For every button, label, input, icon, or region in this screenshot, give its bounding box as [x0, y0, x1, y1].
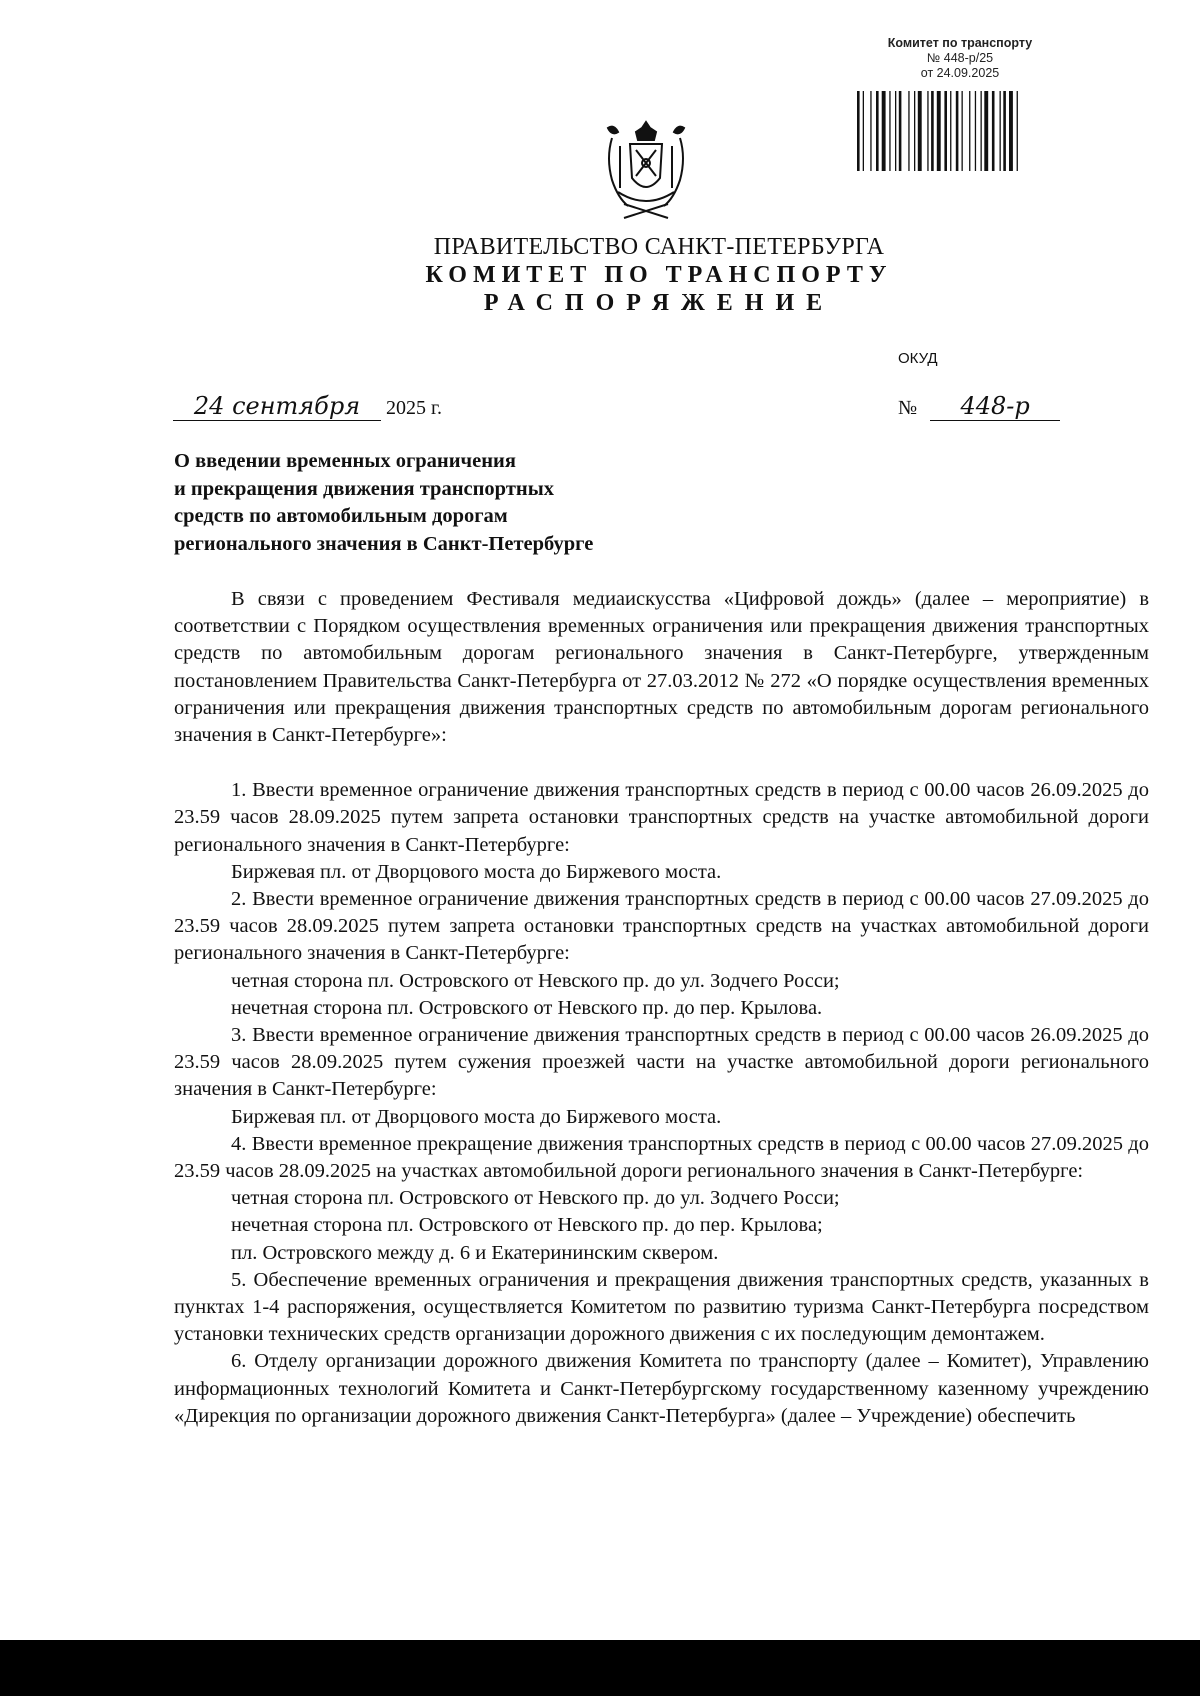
- barcode-bar: [876, 91, 879, 171]
- government-heading: ПРАВИТЕЛЬСТВО САНКТ-ПЕТЕРБУРГА: [433, 234, 885, 260]
- item-3-location: Биржевая пл. от Дворцового моста до Биржевого моста.: [231, 1105, 722, 1128]
- barcode-bar: [895, 91, 896, 171]
- barcode-bar: [889, 91, 890, 171]
- item-1: 1. Ввести временное ограничение движения транспортных средств в период с 00.00 часов 26.09.2025 до 23.59 часов 28.09.2025 путем запрета остановки транспортных средств на участке автомобильной дороги регионального значения в Санкт-Петербурге:: [174, 779, 1149, 856]
- item-4: 4. Ввести временное прекращение движения транспортных средств в период с 00.00 часов 27.09.2025 до 23.59 часов 28.09.2025 на участках автомобильной дороги регионального значения в Санкт-Петербурге:: [174, 1132, 1149, 1183]
- item-2-location: четная сторона пл. Островского от Невского пр. до ул. Зодчего Росси;: [231, 969, 840, 992]
- document-number: [898, 392, 1060, 421]
- coat-of-arms-emblem: [598, 118, 694, 224]
- handwritten-date: 24 сентября: [173, 392, 381, 421]
- item-2-location: нечетная сторона пл. Островского от Невского пр. до пер. Крылова.: [231, 996, 823, 1019]
- item-4-location: нечетная сторона пл. Островского от Невского пр. до пер. Крылова;: [231, 1214, 823, 1237]
- item-2: 2. Ввести временное ограничение движения транспортных средств в период с 00.00 часов 27.09.2025 до 23.59 часов 28.09.2025 путем запрета остановки транспортных средств на участках автомобильной дороги регионального значения в Санкт-Петербурге:: [174, 888, 1149, 965]
- barcode-bar: [984, 91, 988, 171]
- barcode-bar: [918, 91, 922, 171]
- item-6: 6. Отделу организации дорожного движения Комитета по транспорту (далее – Комитет), Управлению информационных технологий Комитета и Санкт-Петербургскому государственному казенному учреждению «Дирекция по организации дорожного движения Санкт-Петербурга» (далее – Учреждение) обеспечить: [174, 1350, 1149, 1427]
- okud-label: ОКУД: [898, 350, 938, 367]
- title-line: регионального значения в Санкт-Петербурге: [174, 532, 594, 555]
- barcode: [855, 91, 1061, 171]
- barcode-bar: [1009, 91, 1013, 171]
- barcode-bar: [931, 91, 934, 171]
- stamp-date: от 24.09.2025: [920, 66, 1000, 80]
- barcode-bar: [937, 91, 941, 171]
- document-body: [174, 586, 1149, 1430]
- barcode-bar: [1000, 91, 1001, 171]
- registration-stamp: [855, 36, 1065, 81]
- barcode-bar: [882, 91, 886, 171]
- stamp-organization: Комитет по транспорту: [887, 36, 1033, 50]
- stamp-number: № 448-р/25: [926, 51, 994, 65]
- barcode-bar: [927, 91, 928, 171]
- barcode-bar: [857, 91, 860, 171]
- barcode-bar: [950, 91, 951, 171]
- item-4-location: пл. Островского между д. 6 и Екатерининским сквером.: [231, 1241, 719, 1264]
- barcode-bar: [962, 91, 963, 171]
- scan-bottom-border: [0, 1640, 1200, 1696]
- barcode-bar: [870, 91, 871, 171]
- barcode-bar: [969, 91, 970, 171]
- preamble-paragraph: В связи с проведением Фестиваля медиаискусства «Цифровой дождь» (далее – мероприятие) в соответствии с Порядком осуществления временных ограничения или прекращения движения транспортных средств по автомобильным дорогам регионального значения в Санкт-Петербурге, утвержденным постановлением Правительства Санкт-Петербурга от 27.03.2012 № 272 «О порядке осуществления временных ограничения или прекращения движения транспортных средств по автомобильным дорогам регионального значения в Санкт-Петербурге»:: [174, 588, 1149, 747]
- title-line: и прекращения движения транспортных: [174, 477, 554, 500]
- barcode-bar: [956, 91, 959, 171]
- item-3: 3. Ввести временное ограничение движения транспортных средств в период с 00.00 часов 26.09.2025 до 23.59 часов 28.09.2025 путем сужения проезжей части на участке автомобильной дороги регионального значения в Санкт-Петербурге:: [174, 1024, 1149, 1101]
- barcode-bar: [914, 91, 915, 171]
- barcode-bar: [1003, 91, 1006, 171]
- barcode-bar: [944, 91, 947, 171]
- barcode-bar: [899, 91, 902, 171]
- date-year: 2025 г.: [386, 397, 442, 419]
- number-prefix: №: [898, 397, 918, 419]
- barcode-bar: [863, 91, 864, 171]
- title-line: средств по автомобильным дорогам: [174, 505, 508, 527]
- item-5: 5. Обеспечение временных ограничения и прекращения движения транспортных средств, указанных в пунктах 1-4 распоряжения, осуществляется Комитетом по развитию туризма Санкт-Петербурга посредством установки технических средств организации дорожного движения с их последующим демонтажем.: [174, 1268, 1149, 1346]
- document-title: [174, 448, 774, 558]
- title-line: О введении временных ограничения: [174, 450, 516, 472]
- document-type-heading: РАСПОРЯЖЕНИЕ: [483, 290, 835, 316]
- barcode-bar: [908, 91, 909, 171]
- item-1-location: Биржевая пл. от Дворцового моста до Биржевого моста.: [231, 860, 722, 883]
- barcode-bar: [981, 91, 982, 171]
- barcode-bar: [992, 91, 995, 171]
- barcode-bar: [1017, 91, 1018, 171]
- item-4-location: четная сторона пл. Островского от Невского пр. до ул. Зодчего Росси;: [231, 1187, 840, 1210]
- committee-heading: КОМИТЕТ ПО ТРАНСПОРТУ: [425, 262, 893, 288]
- document-date: [173, 392, 442, 421]
- handwritten-number: 448-р: [930, 392, 1060, 421]
- barcode-bar: [975, 91, 976, 171]
